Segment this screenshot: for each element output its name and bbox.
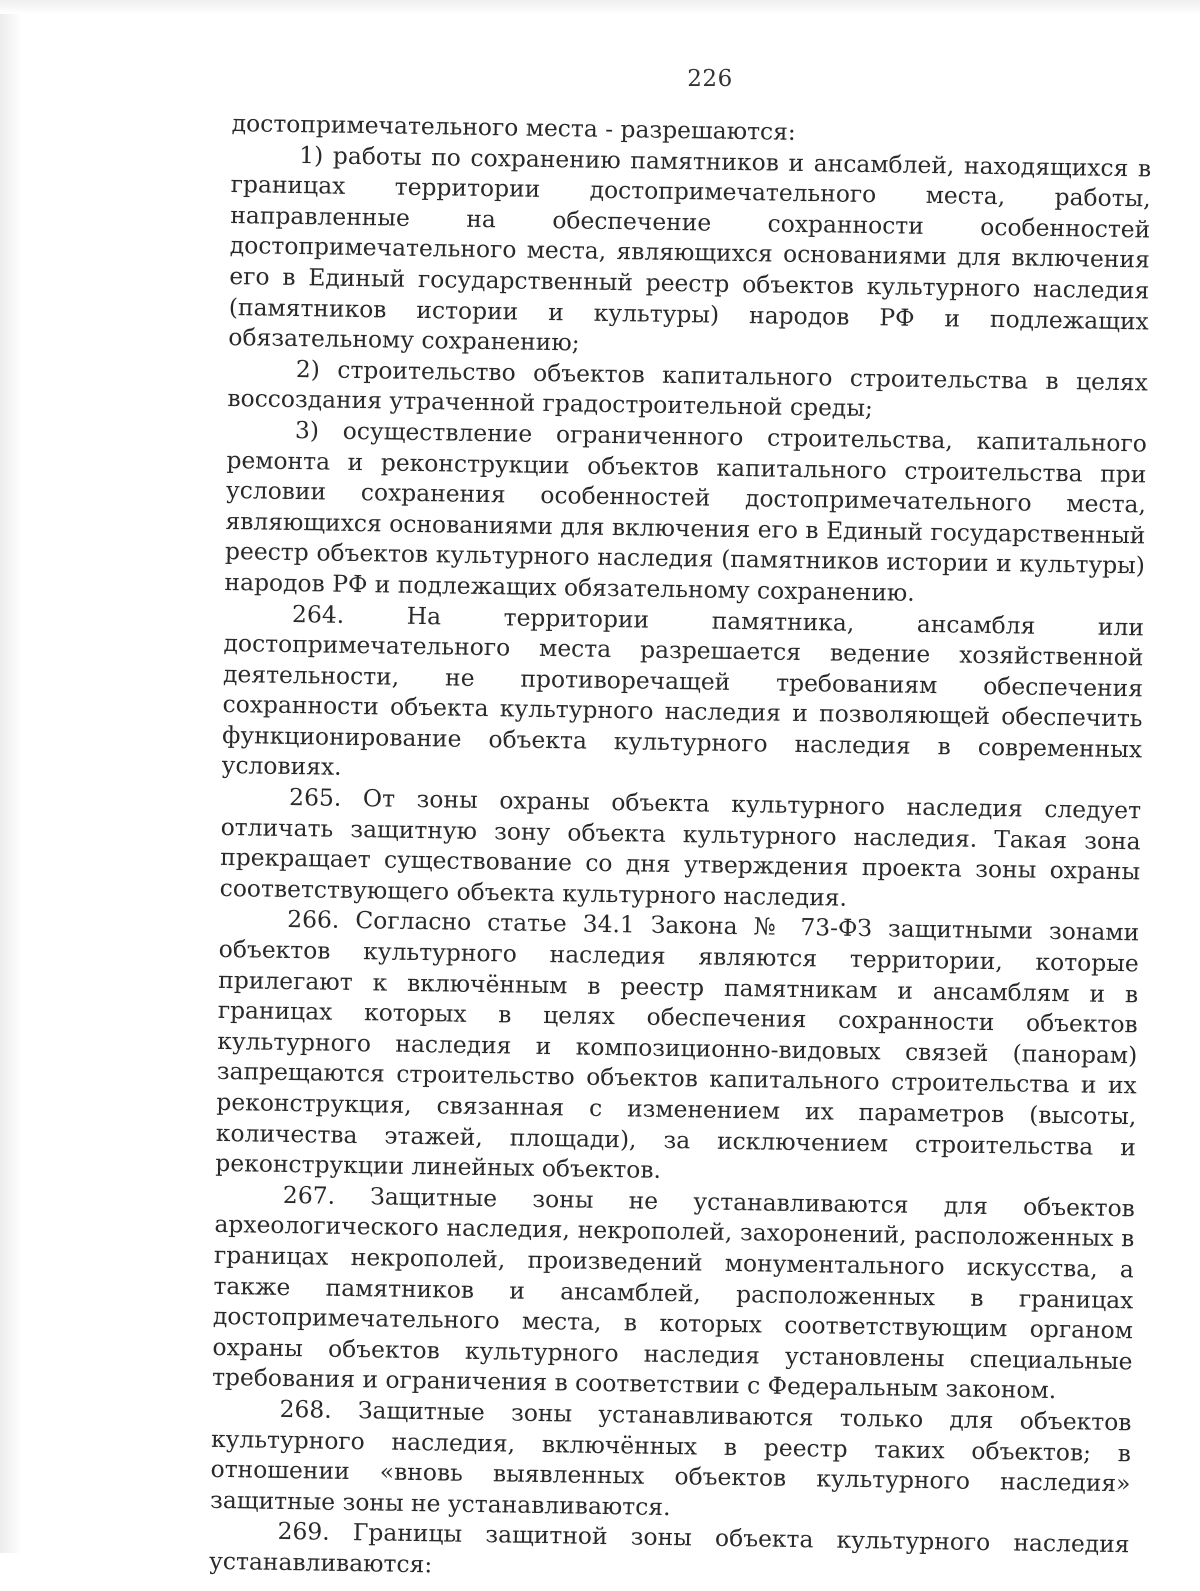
paragraph-269: 269. Границы защитной зоны объекта культурного наследия устанавливаются: — [208, 1517, 1130, 1579]
paragraph-265: 265. От зоны охраны объекта культурного наследия следует отличать защитную зону объекта культурного наследия. Такая зона прекращает существование со дня утверждения проекта зоны охраны соответствующего объекта культурного наследия. — [219, 783, 1142, 912]
document-body — [209, 108, 1152, 1591]
list-item-1: 1) работы по сохранению памятников и ансамблей, находящихся в границах территории достопримечательного места, работы, направленные на обеспечение сохранности особенностей достопримечательного места, являющихся основаниями для включения его в Единый государственный реестр объектов культурного наследия (памятников истории и культуры) народов РФ и подлежащих обязательному сохранению; — [228, 140, 1152, 357]
lead-in-line: достопримечательного места - разрешаются: — [231, 108, 796, 146]
scan-edge-left — [0, 0, 22, 1553]
paragraph-268: 268. Защитные зоны устанавливаются только для объектов культурного наследия, включённых в реестр таких объектов; в отношении «вновь выявленных объектов культурного наследия» защитные зоны не устанавливаются. — [209, 1394, 1132, 1521]
paragraph-266: 266. Согласно статье 34.1 Закона № 73-ФЗ защитными зонами объектов культурного наследия являются территории, которые прилегают к включённым в реестр памятникам и ансамблям и в границах которых в целях обеспечения сохранности объектов культурного наследия и композиционно-видовых связей (панорам) запрещаются строительство объектов капитального строительства и их реконструкция, связанная с изменением их параметров (высоты, количества этажей, площади), за исключением строительства и реконструкции линейных объектов. — [215, 905, 1140, 1185]
list-item-2: 2) строительство объектов капитального строительства в целях воссоздания утраченной градостроительной среды; — [227, 354, 1149, 423]
page-number: 226 — [687, 66, 733, 92]
paragraph-267: 267. Защитные зоны не устанавливаются для объектов археологического наследия, некрополей, захоронений, расположенных в границах некрополей, произведений монументального искусства, а также памятников и ансамблей, расположенных в границах достопримечательного места, в которых соответствующим органом охраны объектов культурного наследия установлены специальные требования и ограничения в соответствии с Федеральным законом. — [211, 1180, 1136, 1405]
list-item-3: 3) осуществление ограниченного строительства, капитального ремонта и реконструкции объектов капитального строительства при условии сохранения особенностей достопримечательного места, являющихся основаниями для включения его в Единый государственный реестр объектов культурного наследия (памятников истории и культуры) народов РФ и подлежащих обязательному сохранению. — [224, 415, 1148, 607]
scan-edge-top — [0, 0, 1200, 14]
paragraph-264: 264. На территории памятника, ансамбля или достопримечательного места разрешается ведение хозяйственной деятельности, не противоречащей требованиям обеспечения сохранности объекта культурного наследия и позволяющей обеспечить функционирование объекта культурного наследия в современных условиях. — [221, 599, 1145, 782]
